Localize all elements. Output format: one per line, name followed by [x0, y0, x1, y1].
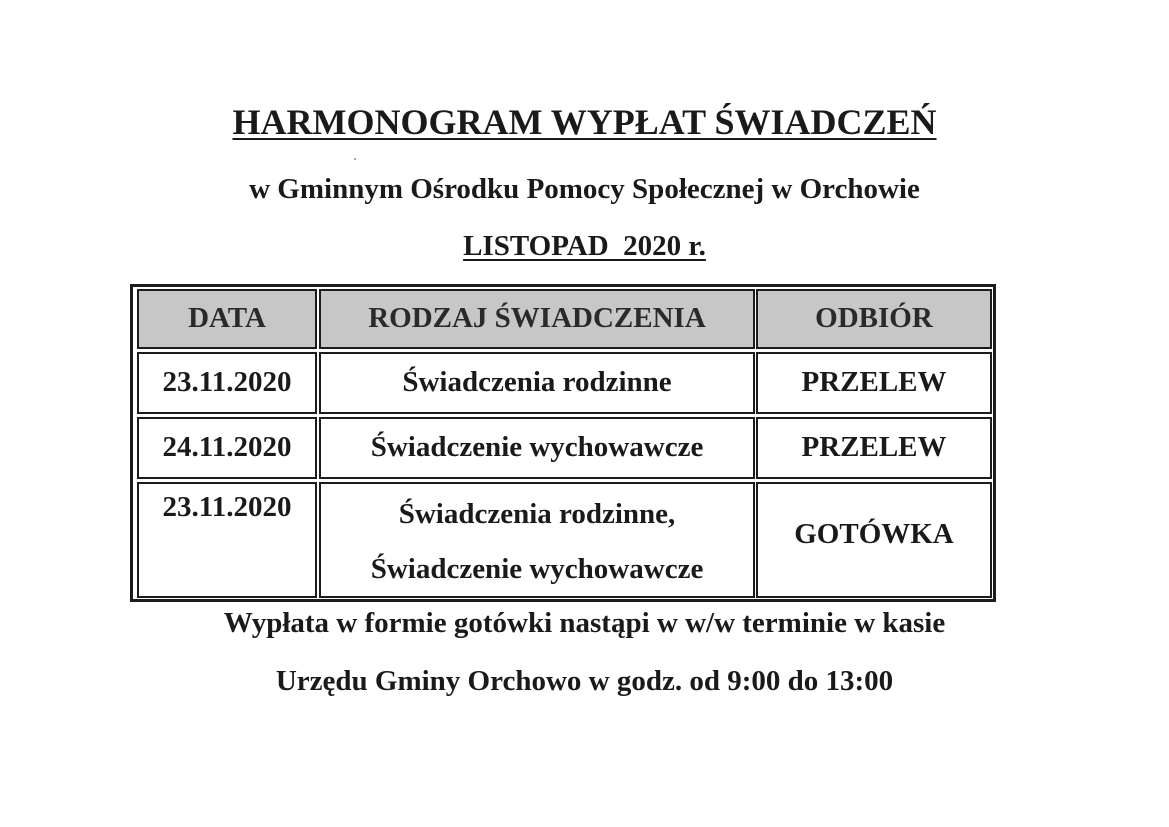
cash-payment-note-line-1: Wypłata w formie gotówki nastąpi w w/w terminie w kasie	[223, 607, 946, 639]
column-header-type	[319, 289, 755, 349]
table-row-1-type	[319, 352, 755, 414]
column-header-method	[756, 289, 992, 349]
institution-subtitle: w Gminnym Ośrodku Pomocy Społecznej w Orchowie	[249, 173, 920, 205]
document-title	[0, 100, 1169, 144]
date-cell: 24.11.2020	[162, 431, 292, 463]
payment-method-cell: PRZELEW	[801, 366, 947, 398]
benefit-type-cell: Świadczenie wychowawcze	[370, 431, 704, 463]
table-row-2-type	[319, 417, 755, 479]
payment-method-cell: PRZELEW	[801, 431, 947, 463]
payment-method-cell: GOTÓWKA	[794, 518, 954, 550]
table-row-2-date	[137, 417, 317, 479]
benefit-type-line-1: Świadczenia rodzinne,	[398, 498, 676, 530]
date-cell: 23.11.2020	[162, 491, 292, 523]
date-cell: 23.11.2020	[162, 366, 292, 398]
benefit-type-line-2: Świadczenie wychowawcze	[370, 553, 704, 585]
table-row-3-method	[756, 482, 992, 598]
column-header-date-label: DATA	[188, 302, 266, 334]
scan-speck	[354, 158, 356, 160]
table-row-2-method	[756, 417, 992, 479]
cash-payment-note-line-2: Urzędu Gminy Orchowo w godz. od 9:00 do 13:00	[275, 665, 894, 697]
benefit-type-cell: Świadczenia rodzinne	[402, 366, 672, 398]
table-row-3-type	[319, 482, 755, 598]
table-row-1-method	[756, 352, 992, 414]
table-row-1-date	[137, 352, 317, 414]
column-header-date	[137, 289, 317, 349]
table-row-3-date	[137, 482, 317, 598]
column-header-method-label: ODBIÓR	[815, 302, 933, 334]
schedule-table	[130, 284, 996, 602]
document-title-text: HARMONOGRAM WYPŁAT ŚWIADCZEŃ	[232, 102, 937, 142]
month-heading	[0, 226, 1169, 266]
month-heading-text: LISTOPAD 2020 r.	[463, 230, 706, 262]
column-header-type-label: RODZAJ ŚWIADCZENIA	[368, 302, 706, 334]
